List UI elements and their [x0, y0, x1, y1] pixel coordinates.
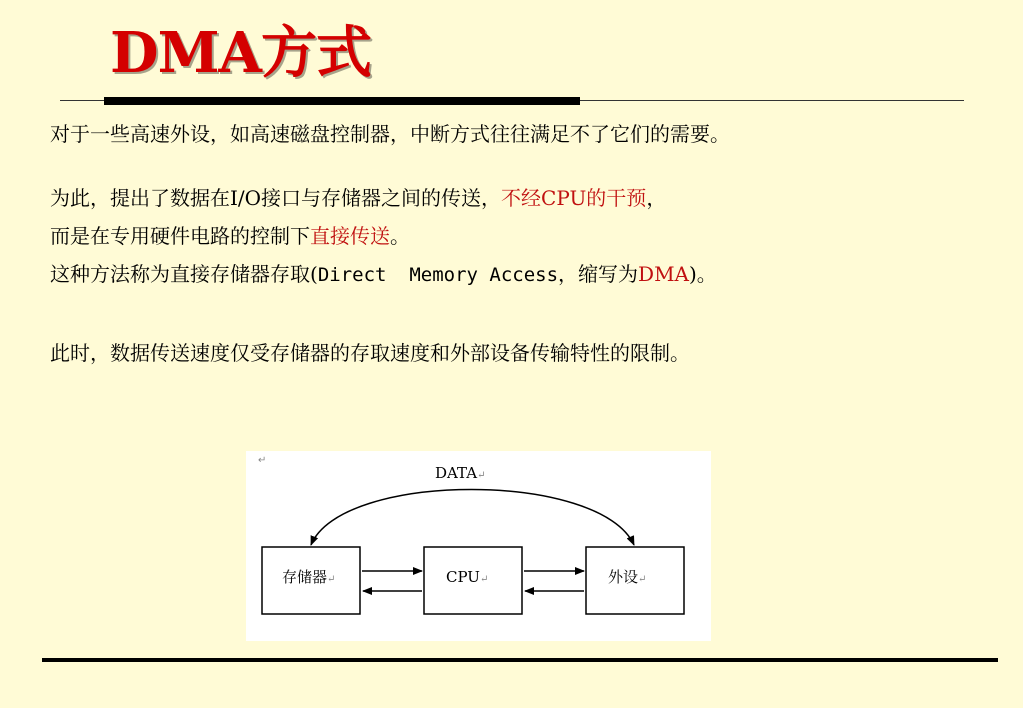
page-title: DMA方式: [110, 20, 371, 86]
paragraph-2-highlight: 不经CPU的干预: [501, 186, 647, 210]
data-arc-arrow: [311, 490, 634, 546]
paragraph-5: [50, 337, 970, 369]
bottom-divider: [42, 658, 998, 662]
peripheral-label-text: 外设: [608, 568, 639, 586]
paragraph-2-text: 为此，提出了数据在I/O接口与存储器之间的传送，: [50, 186, 502, 210]
spacer: [50, 150, 970, 182]
return-mark: ↵: [477, 470, 486, 481]
return-mark: ↵: [638, 574, 647, 585]
title-divider-thick: [104, 97, 580, 105]
data-label: [435, 464, 485, 485]
paragraph-4-english: Direct Memory Access: [317, 264, 559, 286]
memory-label: [282, 568, 335, 589]
paragraph-1: [50, 118, 970, 150]
slide-content: [50, 118, 970, 369]
paragraph-3: [50, 220, 970, 252]
return-mark: ↵: [327, 574, 336, 585]
spacer-small: [50, 323, 970, 337]
paragraph-3-tail: 。: [390, 224, 410, 248]
paragraph-4: [50, 258, 970, 291]
memory-label-text: 存储器: [282, 568, 328, 586]
paragraph-1-text: 对于一些高速外设，如高速磁盘控制器，中断方式往往满足不了它们的需要。: [50, 122, 730, 146]
paragraph-2: [50, 182, 970, 214]
cpu-label-text: CPU: [446, 568, 480, 586]
spacer: [50, 291, 970, 323]
return-mark: ↵: [479, 574, 489, 585]
paragraph-4-highlight: DMA: [638, 262, 689, 286]
cpu-label: [446, 568, 488, 589]
paragraph-5-text: 此时，数据传送速度仅受存储器的存取速度和外部设备传输特性的限制。: [50, 341, 690, 365]
return-mark: ↵: [258, 455, 267, 466]
paragraph-2-tail: ，: [646, 186, 667, 210]
dma-diagram: [246, 451, 711, 641]
peripheral-label: [608, 568, 646, 589]
paragraph-4-mid: ，缩写为: [558, 262, 639, 286]
paragraph-3-text: 而是在专用硬件电路的控制下: [50, 224, 310, 248]
data-label-text: DATA: [435, 464, 478, 482]
paragraph-4-tail: )。: [689, 262, 717, 286]
paragraph-4-text: 这种方法称为直接存储器存取(: [50, 262, 318, 286]
paragraph-3-highlight: 直接传送: [310, 224, 390, 248]
